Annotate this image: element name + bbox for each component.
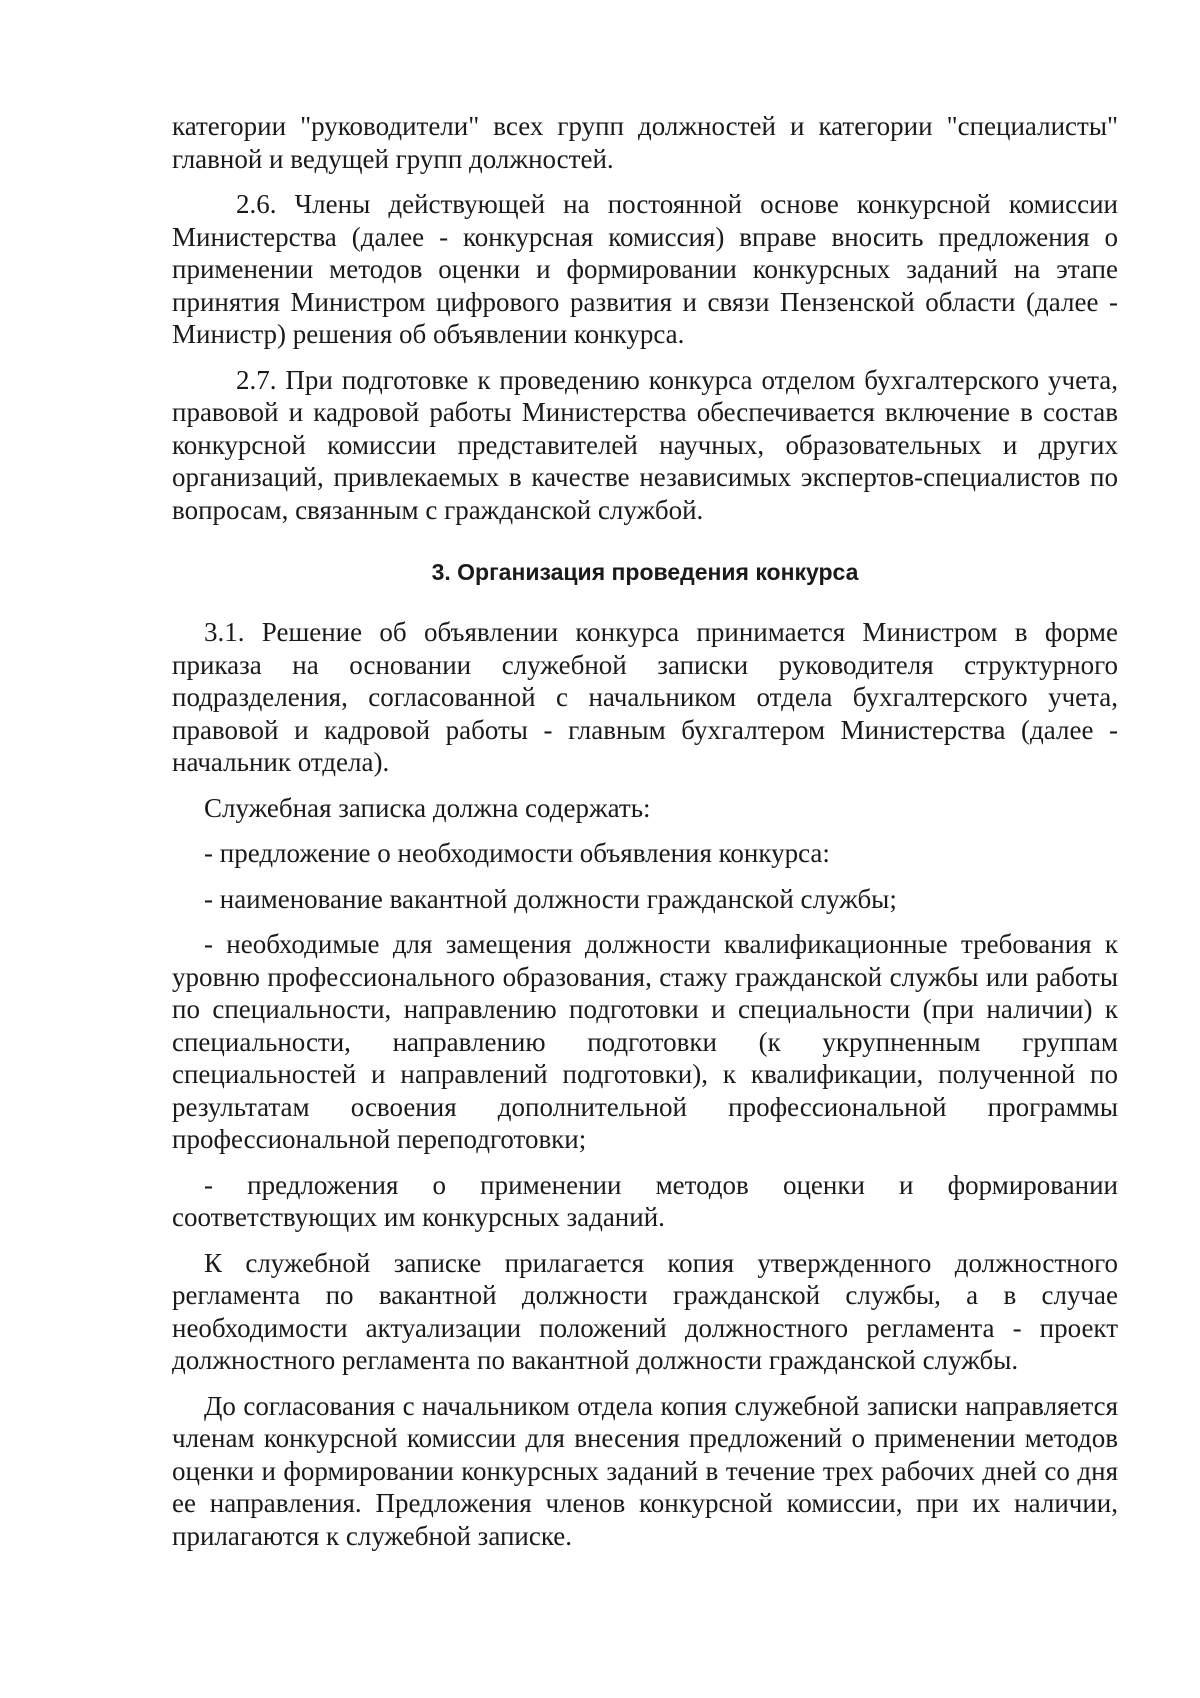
list-item-qualification-requirements: - необходимые для замещения должности квалификационные требования к уровню профессионального образования, стажу гражданской службы или работы по специальности, направлению подготовки и специальности (при наличии) к специальности, направлению подготовки (к укрупненным группам специальностей и направлений подготовки), к квалификации, полученной по результатам освоения дополнительной профессиональной программы профессиональной переподготовки; (172, 929, 1118, 1154)
paragraph-2-7: 2.7. При подготовке к проведению конкурса отделом бухгалтерского учета, правовой и кадровой работы Министерства обеспечивается включение в состав конкурсной комиссии представителей научных, образовательных и других организаций, привлекаемых в качестве независимых экспертов-специалистов по вопросам, связанным с гражданской службой. (172, 364, 1118, 525)
section-heading: 3. Организация проведения конкурса (431, 559, 859, 585)
paragraph-continuation: категории "руководители" всех групп должностей и категории "специалисты" главной и ведущей групп должностей. (172, 111, 1118, 174)
paragraph-memo-contents: Служебная записка должна содержать: (204, 792, 651, 823)
paragraph-attachments: К служебной записке прилагается копия утвержденного должностного регламента по вакантной должности гражданской службы, а в случае необходимости актуализации положений должностного регламента - проект должностного регламента по вакантной должности гражданской службы. (172, 1247, 1118, 1375)
paragraph-2-6: 2.6. Члены действующей на постоянной основе конкурсной комиссии Министерства (далее - конкурсная комиссия) вправе вносить предложения о применении методов оценки и формировании конкурсных заданий на этапе принятия Министром цифрового развития и связи Пензенской области (далее - Министр) решения об объявлении конкурса. (172, 189, 1118, 349)
list-item-position-name: - наименование вакантной должности гражданской службы; (204, 883, 897, 914)
list-item-proposal: - предложение о необходимости объявления конкурса: (204, 838, 830, 868)
paragraph-3-1: 3.1. Решение об объявлении конкурса принимается Министром в форме приказа на основании служебной записки руководителя структурного подразделения, согласованной с начальником отдела бухгалтерского учета, правовой и кадровой работы - главным бухгалтером Министерства (далее - начальник отдела). (172, 617, 1118, 777)
document-body (172, 110, 1118, 1565)
list-item-assessment-methods: - предложения о применении методов оценки и формировании соответствующих им конкурсных заданий. (172, 1169, 1118, 1232)
paragraph-approval: До согласования с начальником отдела копия служебной записки направляется членам конкурсной комиссии для внесения предложений о применении методов оценки и формировании конкурсных заданий в течение трех рабочих дней со дня ее направления. Предложения членов конкурсной комиссии, при их наличии, прилагаются к служебной записке. (172, 1390, 1118, 1551)
